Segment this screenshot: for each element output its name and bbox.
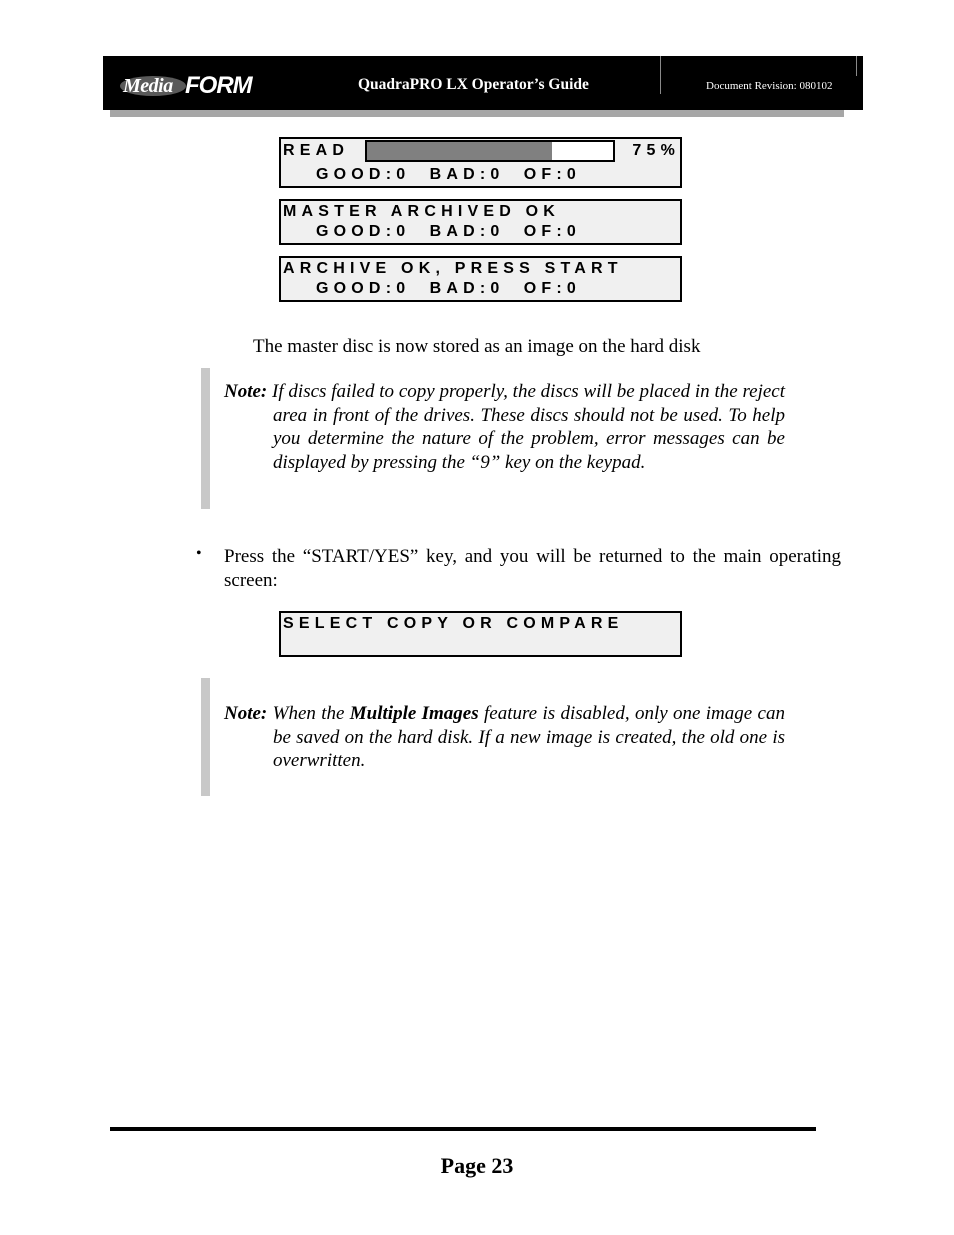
footer-rule — [110, 1127, 816, 1131]
read-progress-bar — [365, 140, 615, 162]
bullet-press-start: Press the “START/YES” key, and you will be returned to the main operating screen: — [224, 546, 841, 591]
lcd-archive-ok-line1: ARCHIVE OK, PRESS START — [283, 260, 623, 277]
document-title: QuadraPRO LX Operator’s Guide — [358, 76, 589, 93]
header-tick — [856, 56, 857, 76]
lcd-read-counts: GOOD:0 BAD:0 OF:0 — [316, 166, 582, 183]
note-text-before: When the — [267, 703, 350, 724]
lcd-select-line1: SELECT COPY OR COMPARE — [283, 615, 624, 632]
note-text: If discs failed to copy properly, the discs will be placed in the reject area in front of the drives. These discs should not be used. To help you determine the nature of the problem, error messages can be displayed by pressing the “9” key on the keypad. — [267, 381, 785, 473]
page-header — [103, 56, 863, 110]
document-revision: Document Revision: 080102 — [706, 80, 833, 92]
bullet-symbol: • — [196, 545, 202, 562]
lcd-archive-ok-counts: GOOD:0 BAD:0 OF:0 — [316, 280, 582, 297]
paragraph-stored: The master disc is now stored as an image on the hard disk — [253, 336, 701, 357]
lcd-archived-display — [279, 199, 682, 245]
lcd-archive-ok-display — [279, 256, 682, 302]
logo-form-text: FORM — [185, 72, 252, 99]
page-number: Page 23 — [440, 1153, 514, 1178]
logo-media-text: Media — [123, 75, 173, 97]
note-text-after: feature is disabled, only one image can be saved on the hard disk. If a new image is created, the old one is overwritten. — [273, 703, 785, 771]
note-label: Note: — [224, 381, 268, 402]
note-bar — [201, 368, 210, 509]
mediaform-logo — [123, 71, 263, 101]
lcd-read-label: READ — [283, 142, 350, 159]
note-bar — [201, 678, 210, 796]
note-bold-term: Multiple Images — [349, 703, 479, 724]
note-multiple-images — [224, 702, 785, 773]
read-progress-fill — [367, 142, 552, 160]
header-divider — [660, 56, 661, 94]
lcd-archived-line1: MASTER ARCHIVED OK — [283, 203, 561, 220]
note-label: Note: — [224, 703, 268, 724]
lcd-select-display — [279, 611, 682, 657]
lcd-read-display — [279, 137, 682, 188]
note-failed-discs — [224, 380, 785, 474]
lcd-archived-counts: GOOD:0 BAD:0 OF:0 — [316, 223, 582, 240]
read-percent: 75% — [632, 142, 680, 159]
